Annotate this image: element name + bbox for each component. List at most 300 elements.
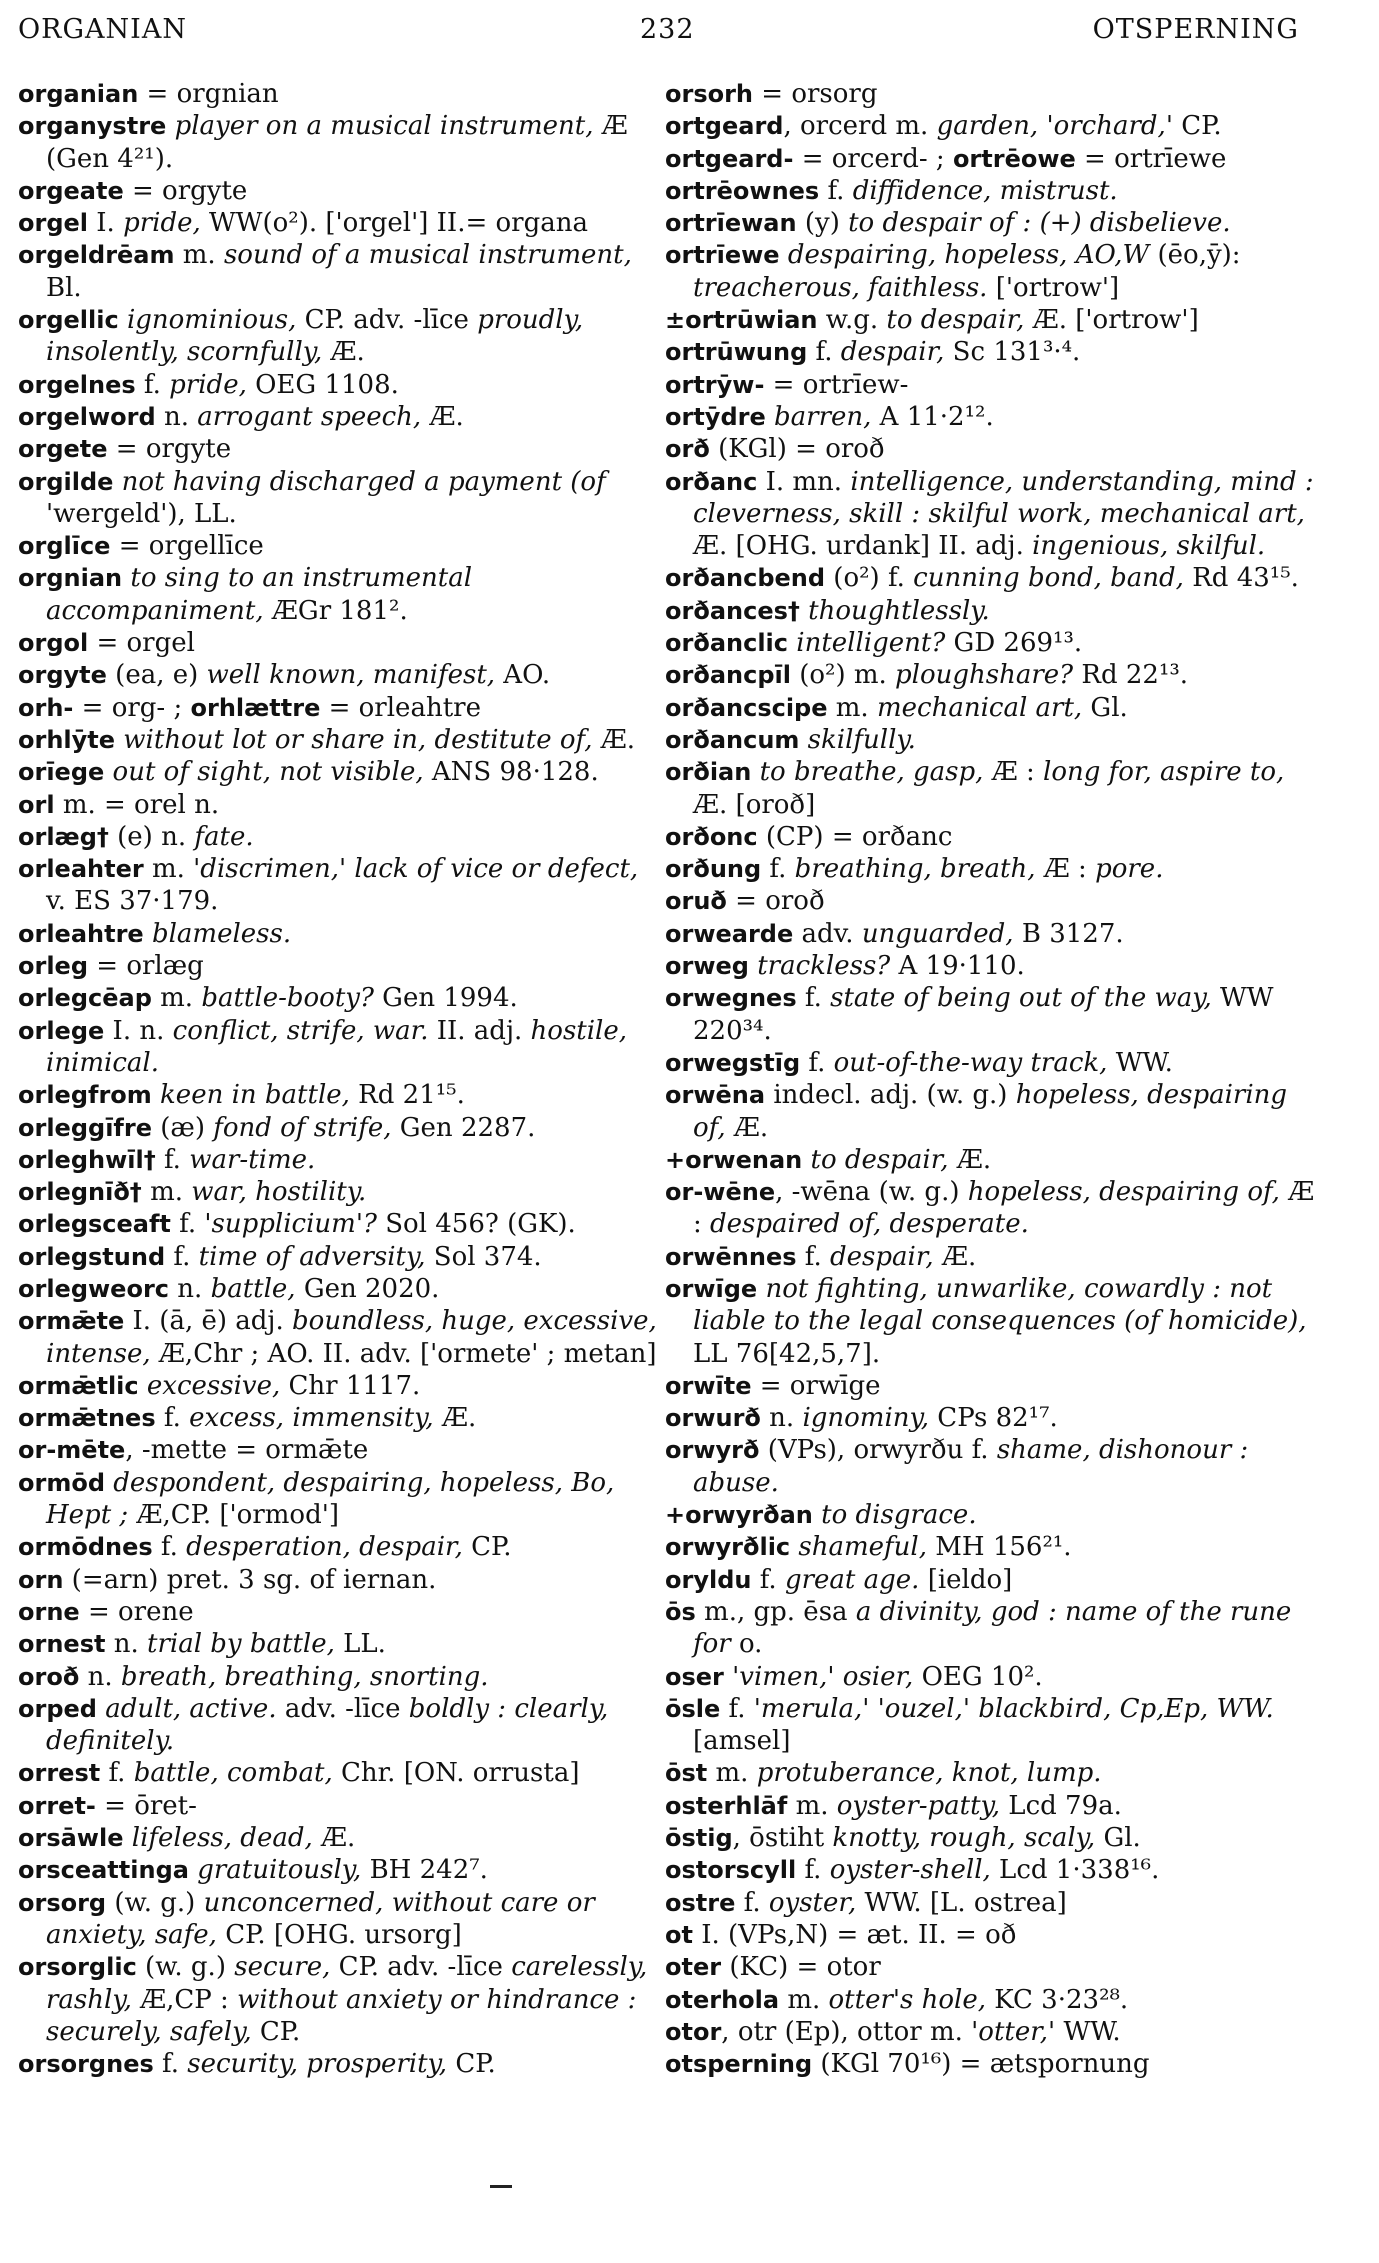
definition: oyster-shell, [829,1855,991,1886]
headword: ortrȳw- [665,370,765,399]
dictionary-entry [665,239,1315,304]
entry-text: CPs 82¹⁷. [929,1403,1058,1434]
definition: ignominy, [802,1403,930,1434]
definition: secure, [234,1952,331,1983]
entry-text: Æ. [312,1823,356,1854]
headword: organian [18,80,139,108]
headword: ortgeard [665,112,784,141]
dictionary-entry [18,821,658,853]
entry-text: , otr (Ep), ottor m. [721,2016,972,2047]
entry-text: (VPs), orwyrðu f. [759,1435,997,1466]
page-number: 232 [640,14,695,45]
headword: orlegnīð† [18,1178,142,1207]
dictionary-entry [665,433,1315,465]
entry-text: f. [153,2049,188,2080]
entry-text: (=arn) pret. 3 sg. of iernan. [63,1564,437,1595]
definition: adult, active. [96,1693,277,1724]
dictionary-entry [665,1564,1315,1596]
definition: out-of-the-way track, [833,1047,1108,1078]
running-head-left: ORGANIAN [18,14,187,45]
dictionary-entry [18,369,658,401]
entry-text: = orgyte [123,175,248,206]
headword: orleggīfre [18,1113,152,1142]
definition: mechanical art, [876,692,1083,723]
definition: despaired of, desperate. [710,1209,1029,1240]
entry-text: CP. [1172,111,1222,142]
entry-text: Æ. [433,1403,477,1434]
entry-text: = ortrīew- [764,369,909,400]
dictionary-entry [665,595,1315,627]
dictionary-entry [665,1822,1315,1854]
definition: thoughtlessly. [799,595,990,626]
definition: gratuitously, [188,1855,362,1886]
definition: oyster-patty, [836,1790,1001,1821]
dictionary-entry [18,1402,658,1434]
entry-text: Sol 374. [425,1241,542,1272]
headword: ormōdnes [18,1533,153,1562]
definition: not having discharged a payment (of [113,466,606,497]
entry-text: Gen 1994. [373,983,518,1014]
entry-text: Æ,CP : [131,1984,238,2015]
headword: orsāwle [18,1824,124,1853]
entry-text: = orleahtre [320,692,481,723]
entry-text: Æ. [oroð] [693,789,816,820]
entry-text: Rd 22¹³. [1073,660,1189,691]
dictionary-entry [665,1596,1315,1661]
dictionary-entry [665,1661,1315,1693]
dictionary-entry [18,1144,658,1176]
entry-text: CP. [251,2016,301,2047]
headword: orwegnes [665,984,797,1013]
entry-text: [amsel] [693,1726,791,1757]
definition: war-time. [189,1144,316,1175]
definition: keen in battle, [151,1080,350,1111]
entry-text: LL 76[42,5,7]. [693,1338,881,1369]
entry-text: = orsorg [753,79,878,109]
headword: orðancscipe [665,693,828,722]
headword: orne [18,1597,80,1626]
definition: intelligence, understanding, mind : cleverness, skill : skilful work, mechanical art, [693,466,1314,529]
headword: ortrēownes [665,176,820,205]
entry-text: ÆGr 181². [263,595,408,626]
entry-text: f. [135,369,170,400]
definition: desperation, despair, [186,1532,463,1563]
dictionary-entry [665,1402,1315,1434]
headword: ormǣtnes [18,1404,156,1433]
headword: orðancbend [665,564,826,593]
headword: orwegstīg [665,1048,801,1077]
entry-text: Chr. [ON. orrusta] [332,1758,580,1789]
entry-text: (w. g.) [136,1952,235,1983]
dictionary-entry [665,562,1315,594]
headword: otor [665,2017,722,2046]
headword: orwyrðlic [665,1533,791,1562]
dictionary-entry [665,659,1315,691]
headword: orðances† [665,596,800,625]
definition: sound of a musical instrument, [223,240,632,271]
definition: battle, combat, [133,1758,333,1789]
headword: orðanc [665,467,758,496]
definition: unguarded, [861,918,1014,949]
entry-text: m. [827,692,877,723]
entry-text: 'wergeld'), LL. [46,498,237,529]
dictionary-entry [665,950,1315,982]
definition: boundless, huge, excessive, intense, [46,1306,657,1369]
dictionary-entry [665,1273,1315,1370]
definition: oyster, [768,1887,857,1918]
entry-text: f. [807,337,841,368]
dictionary-entry [665,1693,1315,1758]
entry-text: Lcd 79a. [1000,1790,1122,1821]
dictionary-entry [18,853,658,918]
definition: diffidence, mistrust. [852,175,1118,206]
dictionary-entry [665,1951,1315,1983]
definition: trial by battle, [147,1629,335,1660]
headword: orret- [18,1791,96,1820]
entry-text: (ea, e) [106,660,207,691]
headword: oryldu [665,1565,752,1594]
definition: conflict, strife, war. [172,1015,429,1046]
footer-dash [490,2185,512,2188]
entry-text: f. [761,854,795,885]
headword: orped [18,1694,97,1723]
entry-text: Æ : [1035,854,1096,885]
dictionary-entry [18,950,658,982]
entry-text: Gen 2287. [391,1112,536,1143]
headword: ot [665,1920,693,1949]
dictionary-entry [18,1564,658,1596]
headword: ōstig [665,1824,733,1853]
definition: arrogant speech, [197,401,422,432]
headword: orgete [18,435,108,464]
headword: orlegcēap [18,984,152,1013]
entry-text: = orgnian [138,79,279,109]
headword: orwurð [665,1404,761,1433]
headword: orglīce [18,532,111,561]
dictionary-entry [665,1144,1315,1176]
headword: or-wēne [665,1178,776,1207]
headword: oser [665,1662,724,1691]
definition: a divinity, god : name of the rune for [693,1596,1292,1660]
entry-text: n. [105,1629,147,1660]
definition: boldly : clearly, definitely. [46,1693,609,1757]
headword: oroð [18,1662,80,1691]
dictionary-entry [665,207,1315,239]
entry-text: Æ. [592,724,636,755]
entry-text: A 11·2¹². [871,401,994,432]
definition: pride, [169,369,247,400]
definition: breathing, breath, [794,854,1036,885]
entry-text: CP. [447,2049,496,2080]
entry-text: Bl. [46,272,82,303]
entry-text: Æ. [725,1112,769,1143]
entry-text: [ieldo] [919,1564,1013,1595]
entry-text: f. [720,1693,754,1724]
definition: barren, [765,401,872,432]
entry-text: n. [155,401,198,432]
entry-text: m. [779,1984,829,2015]
definition: without lot or share in, destitute of, [115,724,593,755]
entry-text: CP. adv. -līce [296,305,478,336]
entry-text: f. [155,1144,190,1175]
entry-text: Chr 1117. [280,1370,421,1401]
headword: orwēnnes [665,1242,797,1271]
headword: orgelnes [18,370,136,399]
headword: orwīge [665,1274,758,1303]
dictionary-entry [18,1241,658,1273]
dictionary-entry [665,1370,1315,1402]
definition: 'discrimen,' lack of vice or defect, [193,854,639,885]
entry-text: (CP) = orðanc [757,821,953,852]
dictionary-entry [665,1984,1315,2016]
entry-text: n. [79,1661,121,1692]
entry-text: Rd 43¹⁵. [1183,563,1299,594]
definition: hostile, inimical. [46,1015,628,1078]
entry-text: m. [151,983,202,1014]
headword: orlege [18,1016,105,1045]
headword: orgyte [18,661,107,690]
headword: orðanclic [665,629,788,658]
entry-text: Æ. [322,337,365,368]
entry-text: (KGl) = oroð [709,434,885,465]
definition: to sing to an instrumental accompaniment, [46,563,473,626]
definition: fond of strife, [213,1112,392,1143]
headword: orgnian [18,564,123,593]
entry-text: = org- ; [73,692,191,723]
definition: ploughshare? [895,660,1074,691]
entry-text: GD 269¹³. [945,628,1083,659]
headword: orweg [665,952,749,981]
entry-text: OEG 1108. [246,369,399,400]
headword: ostorscyll [665,1856,797,1885]
entry-text: = oroð [726,886,825,917]
entry-text: CP. [462,1532,512,1563]
headword: otsperning [665,2050,813,2079]
entry-text: f. [735,1887,769,1918]
dictionary-entry [18,1176,658,1208]
entry-text: WW. [L. ostrea] [856,1887,1067,1918]
entry-text: AO. [495,660,551,691]
dictionary-entry [665,918,1315,950]
entry-text: = orene [79,1596,194,1627]
definition: great age. [784,1564,920,1595]
entry-text: = orcerd- ; [793,143,953,174]
entry-text: (y) [796,208,849,239]
definition: ingenious, skilful. [1032,531,1266,562]
dictionary-entry [18,562,658,627]
definition: despondent, despairing, hopeless, Bo, Hept ; [46,1467,615,1531]
headword: orlegstund [18,1242,166,1271]
dictionary-entry [18,1370,658,1402]
definition: hopeless, despairing of, [967,1177,1280,1208]
entry-text: II. adj. [428,1015,531,1046]
headword: orsorg [18,1888,107,1917]
entry-text: (ēo,ȳ): [1149,240,1241,271]
definition: not fighting, unwarlike, cowardly : not liable to the legal consequences (of homicide), [693,1273,1307,1337]
definition: pride, [123,208,201,239]
definition: state of being out of the way, [830,983,1212,1014]
dictionary-entry [665,1531,1315,1563]
dictionary-entry [18,1822,658,1854]
dictionary-entry [18,207,658,239]
entry-text: , -wēna (w. g.) [775,1177,968,1208]
entry-text: m., gp. ēsa [695,1596,856,1627]
entry-text: WW(o²). ['orgel'] II.= organa [200,208,588,239]
dictionary-entry [665,982,1315,1047]
entry-text: OEG 10². [913,1661,1043,1692]
entry-text: f. [800,1047,834,1078]
dictionary-entry [18,433,658,465]
headword: or-mēte [18,1436,126,1465]
entry-text: = orgel [88,628,195,659]
headword: orðian [665,758,752,787]
dictionary-entry [18,724,658,756]
entry-text: n. [760,1403,803,1434]
entry-text: Æ. ['ortrow'] [1024,305,1199,336]
headword: oter [665,1953,722,1982]
entry-text: m. = orel n. [54,789,220,820]
entry-text: CP. adv. -līce [330,1952,512,1983]
entry-text: BH 242⁷. [361,1855,488,1886]
dictionary-entry [665,1434,1315,1499]
dictionary-entry [18,1790,658,1822]
headword: orðancum [665,725,800,754]
entry-text: f. [100,1758,134,1789]
headword: orlegfrom [18,1081,152,1110]
definition: despair, [840,337,945,368]
headword: orwyrð [665,1436,760,1465]
headword: ortrēowe [952,144,1076,173]
running-head-right: OTSPERNING [1092,14,1299,45]
dictionary-entry [18,401,658,433]
headword: orlegsceaft [18,1210,171,1239]
headword: ornest [18,1630,106,1659]
definition: shameful, [790,1532,927,1563]
dictionary-entry [665,110,1315,142]
entry-text: = orwīge [751,1370,881,1401]
dictionary-entry [18,1661,658,1693]
entry-text: , ōstiht [732,1823,833,1854]
headword: orðonc [665,822,758,851]
dictionary-entry [18,1628,658,1660]
entry-text: WW. [1107,1047,1173,1078]
entry-text: I. (VPs,N) = æt. II. = oð [692,1919,1017,1950]
dictionary-entry [18,1015,658,1080]
entry-text: I. n. [104,1015,173,1046]
dictionary-entry [18,78,658,110]
dictionary-entry [665,336,1315,368]
headword: orleahtre [18,919,144,948]
entry-text: I. [88,208,124,239]
entry-text: n. [169,1273,211,1304]
definition: to despair, [802,1144,949,1175]
dictionary-entry [18,1273,658,1305]
entry-text: m. [707,1758,757,1789]
entry-text: f. [170,1209,205,1240]
dictionary-entry [665,692,1315,724]
entry-text: (KC) = otor [721,1952,881,1983]
headword: ōsle [665,1694,721,1723]
entry-text: Æ,Chr ; AO. II. adv. ['ormete' ; metan] [150,1338,657,1369]
headword: orgeldrēam [18,241,175,270]
dictionary-entry [18,1531,658,1563]
dictionary-entry [18,239,658,304]
headword: ortȳdre [665,402,766,431]
headword: orwīte [665,1371,752,1400]
dictionary-entry [665,1887,1315,1919]
entry-text: Sol 456? (GK). [376,1209,576,1240]
left-column [18,78,658,2080]
headword: orgeate [18,176,124,205]
entry-text: A 19·110. [890,951,1025,982]
dictionary-entry [18,1467,658,1532]
headword: ±ortrūwian [665,306,818,335]
headword: ōs [665,1597,696,1626]
dictionary-entry [18,756,658,788]
headword: orgel [18,209,89,238]
definition: 'otter,' [971,2016,1056,2047]
entry-text: = orgellīce [110,531,264,562]
entry-text: I. (ā, ē) adj. [124,1306,293,1337]
entry-text: = orlæg [88,951,204,982]
headword: ortrūwung [665,338,808,367]
entry-text: Gl. [1082,692,1128,723]
dictionary-entry [665,821,1315,853]
entry-text: CP. [OHG. ursorg] [216,1919,462,1950]
dictionary-entry [18,304,658,369]
definition: treacherous, faithless. [693,272,988,303]
entry-text: Æ,CP. ['ormod'] [128,1500,340,1531]
definition: despairing, hopeless, AO,W [779,240,1150,271]
entry-text: f. [751,1564,785,1595]
entry-text: v. ES 37·179. [46,886,219,917]
entry-text: (e) n. [108,821,195,852]
entry-text: w.g. [817,305,887,336]
dictionary-entry [665,369,1315,401]
definition: to despair, [886,305,1025,336]
entry-text: f. [819,175,853,206]
entry-text: (w. g.) [106,1887,204,1918]
headword: orleahter [18,855,144,884]
entry-text: (o²) f. [825,563,914,594]
definition: shame, dishonour : abuse. [693,1435,1249,1498]
definition: well known, manifest, [206,660,496,691]
dictionary-entry [18,918,658,950]
dictionary-entry [18,1208,658,1240]
entry-text: Rd 21¹⁵. [349,1080,465,1111]
entry-text: = ortrīewe [1075,143,1227,174]
headword: orl [18,790,55,819]
dictionary-entry [18,2048,658,2080]
headword: orleg [18,952,89,981]
entry-text: = orgyte [107,434,232,465]
entry-text: Æ (Gen 4²¹). [46,111,628,174]
entry-text: indecl. adj. (w. g.) [765,1080,1016,1111]
dictionary-entry [18,175,658,207]
dictionary-entry [18,1757,658,1789]
definition: blameless. [143,918,292,949]
headword: orwearde [665,919,794,948]
dictionary-entry [665,853,1315,885]
definition: pore. [1095,854,1164,885]
dictionary-entry [18,1596,658,1628]
definition: to breathe, gasp, [751,757,984,788]
entry-text: Æ. [421,401,464,432]
headword: orhlættre [190,693,321,722]
entry-text: , orcerd m. [783,111,937,142]
definition: excess, immensity, [189,1403,434,1434]
dictionary-entry [665,1790,1315,1822]
